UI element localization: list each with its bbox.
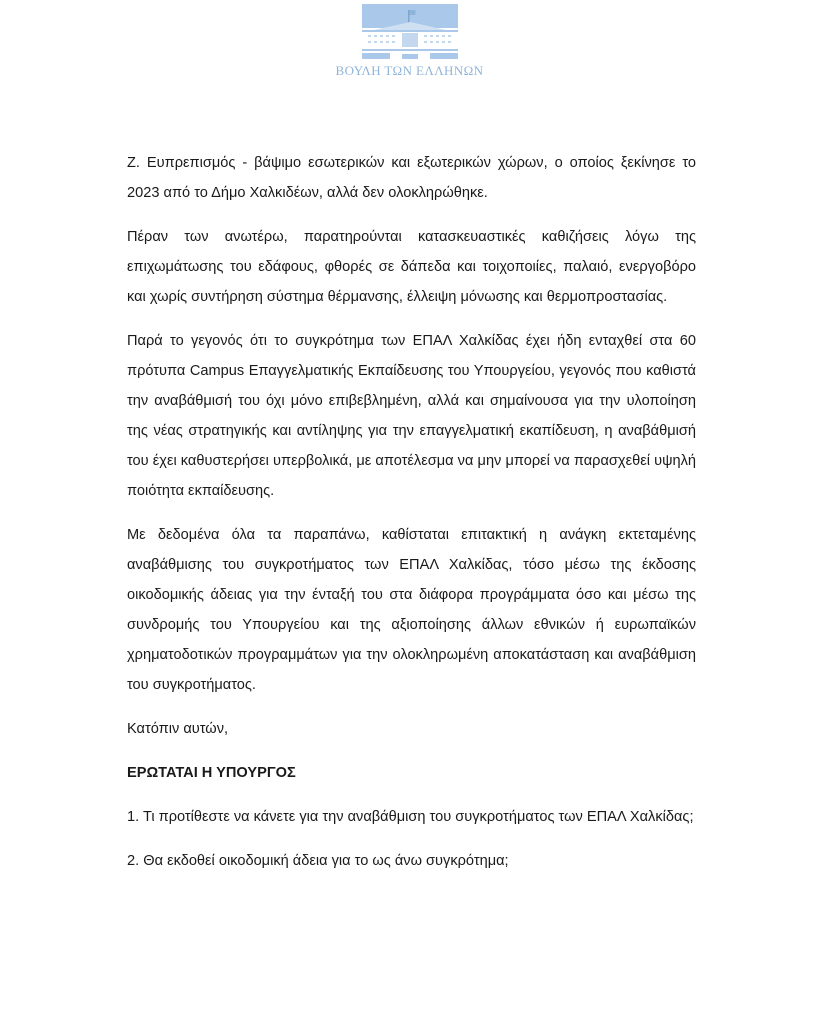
questions-heading: ΕΡΩΤΑΤΑΙ Η ΥΠΟΥΡΓΟΣ: [127, 765, 296, 781]
paragraph-campus: Παρά το γεγονός ότι το συγκρότημα των ΕΠΑΛ Χαλκίδας έχει ήδη ενταχθεί στα 60 πρότυπα Campus Επαγγελματικής Εκπαίδευσης του Υπουργείου, γεγονός που καθιστά την αναβάθμισή του όχι μόνο επιβεβλημένη, αλλά και σημαίνουσα για την υλοποίηση της νέας στρατηγικής και αντίληψης για την επαγγελματική εκαπίδευση, η αναβάθμισή του έχει καθυστερήσει υπερβολικά, με αποτέλεσμα να μην μπορεί να παρασχεθεί υψηλή ποιότητα εκπαίδευσης.: [127, 333, 696, 499]
paragraph-consequently: Κατόπιν αυτών,: [127, 721, 229, 737]
logo-caption: ΒΟΥΛΗ ΤΩΝ ΕΛΛΗΝΩΝ: [335, 63, 484, 78]
parliament-logo: [327, 0, 492, 85]
document-body: [127, 148, 696, 890]
question-1: 1. Τι προτίθεστε να κάνετε για την αναβάθμιση του συγκροτήματος των ΕΠΑΛ Χαλκίδας;: [127, 809, 694, 825]
parliament-building-icon: [360, 2, 460, 62]
paragraph-damages: Πέραν των ανωτέρω, παρατηρούνται κατασκευαστικές καθιζήσεις λόγω της επιχωμάτωσης του εδάφους, φθορές σε δάπεδα και τοιχοποιίες, παλαιό, ενεργοβόρο και χωρίς συντήρηση σύστημα θέρμανσης, έλλειψη μόνωσης και θερμοπροστασίας.: [127, 229, 696, 305]
paragraph-painting: Ζ. Ευπρεπισμός - βάψιμο εσωτερικών και εξωτερικών χώρων, ο οποίος ξεκίνησε το 2023 από το Δήμο Χαλκιδέων, αλλά δεν ολοκληρώθηκε.: [127, 155, 696, 201]
question-2: 2. Θα εκδοθεί οικοδομική άδεια για το ως άνω συγκρότημα;: [127, 853, 509, 869]
paragraph-necessity: Με δεδομένα όλα τα παραπάνω, καθίσταται επιτακτική η ανάγκη εκτεταμένης αναβάθμισης του συγκροτήματος των ΕΠΑΛ Χαλκίδας, τόσο μέσω της έκδοσης οικοδομικής άδειας για την ένταξή του στα διάφορα προγράμματα όσο και μέσω της συνδρομής του Υπουργείου και της αξιοποίησης άλλων εθνικών ή ευρωπαϊκών χρηματοδοτικών προγραμμάτων για την ολοκληρωμένη αποκατάσταση και αναβάθμιση του συγκροτήματος.: [127, 527, 696, 693]
